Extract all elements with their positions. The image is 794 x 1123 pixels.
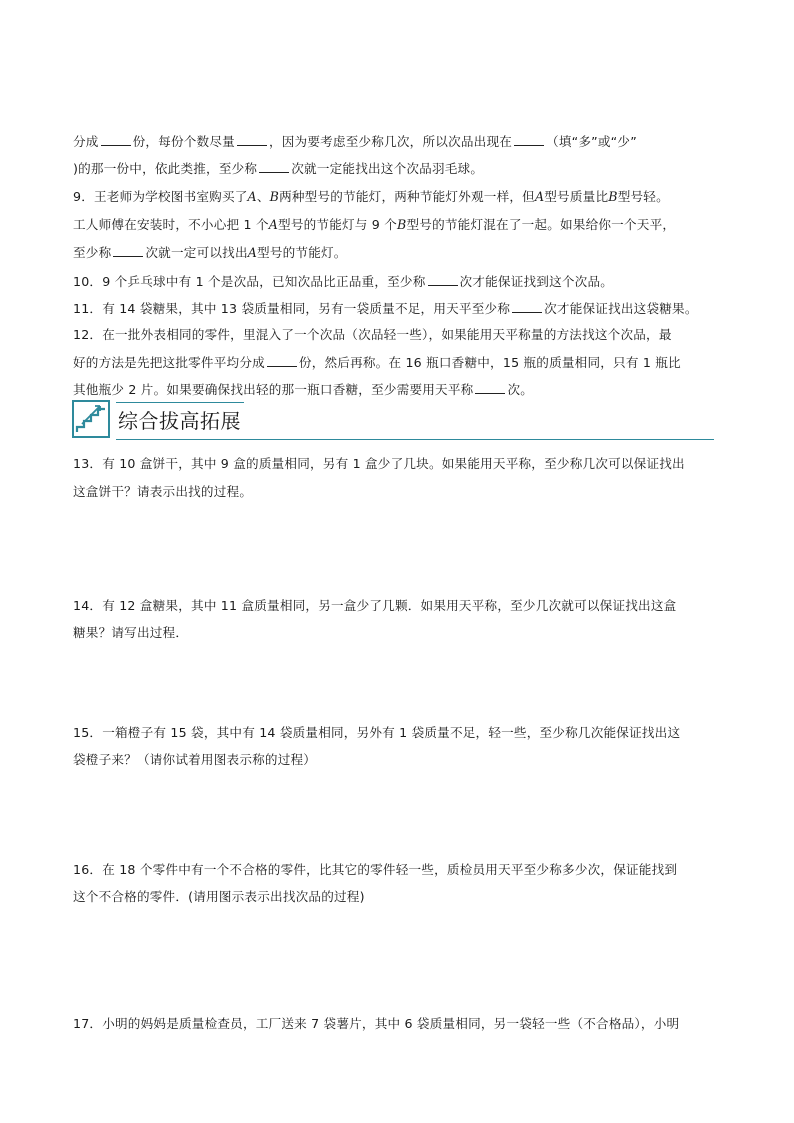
q8-line-1	[73, 133, 733, 150]
q9-text: 型号的节能灯混在了一起。如果给你一个天平，	[406, 217, 676, 232]
header-top-rule	[116, 402, 244, 403]
stairs-icon	[72, 400, 110, 438]
q15-line-2: 袋橙子来？（请你试着用图表示称的过程）	[73, 752, 317, 767]
q16-line-2: 这个不合格的零件．(请用图示表示出找次品的过程)	[73, 889, 365, 904]
var-b: B	[608, 189, 618, 204]
answer-blank[interactable]	[514, 133, 544, 146]
q12-text: 12．在一批外表相同的零件，里混入了一个次品（次品轻一些），如果能用天平称量的方法找这个次品，最	[73, 327, 672, 342]
q11-text: 11．有 14 袋糖果，其中 13 袋质量相同，另有一袋质量不足，用天平至少称	[73, 301, 511, 316]
q10-text: 次才能保证找到这个次品。	[459, 274, 614, 289]
q15-line-1: 15．一箱橙子有 15 袋，其中有 14 袋质量相同，另外有 1 袋质量不足，轻一些，至少称几次能保证找出这	[73, 725, 681, 740]
q9-text: 型号的节能灯与 9 个	[278, 217, 398, 232]
q14-line-1: 14．有 12 盒糖果，其中 11 盒质量相同，另一盒少了几颗．如果用天平称，至少几次就可以保证找出这盒	[73, 598, 677, 613]
section-title: 综合拔高拓展	[118, 409, 241, 433]
q12-line-1	[73, 327, 733, 343]
answer-blank[interactable]	[428, 273, 458, 286]
q9-line-1	[73, 189, 733, 205]
q14-line-2: 糖果？请写出过程．	[73, 625, 189, 640]
answer-blank[interactable]	[267, 354, 297, 367]
answer-blank[interactable]	[512, 300, 542, 313]
q9-line-2	[73, 217, 733, 233]
q8-text: （填“多”或“少”	[546, 134, 637, 149]
var-a: A	[534, 189, 545, 204]
q9-text: 工人师傅在安装时，不小心把 1 个	[73, 217, 269, 232]
answer-blank[interactable]	[101, 133, 131, 146]
q9-text: 9．王老师为学校图书室购买了	[73, 189, 248, 204]
q8-text: ，因为要考虑至少称几次，所以次品出现在	[268, 134, 513, 149]
q8-text: 次就一定能找出这个次品羽毛球。	[291, 161, 484, 176]
q9-text: 型号质量比	[544, 189, 609, 204]
q8-text: 份，每份个数尽量	[132, 134, 235, 149]
q12-text: 其他瓶少 2 片。如果要确保找出轻的那一瓶口香糖，至少需要用天平称	[73, 382, 474, 397]
q12-text: 好的方法是先把这批零件平均分成	[73, 355, 265, 370]
section-header	[72, 398, 714, 442]
q10-text: 10．9 个乒乓球中有 1 个是次品，已知次品比正品重，至少称	[73, 274, 426, 289]
q12-line-3	[73, 381, 733, 398]
q17-line-1: 17．小明的妈妈是质量检查员，工厂送来 7 袋薯片，其中 6 袋质量相同，另一袋轻一些（不合格品），小明	[73, 1016, 680, 1031]
q12-text: 次。	[507, 382, 534, 397]
answer-blank[interactable]	[259, 160, 289, 173]
q10-line	[73, 273, 733, 290]
q11-line	[73, 300, 733, 317]
var-a: A	[247, 245, 258, 260]
answer-blank[interactable]	[237, 133, 267, 146]
q12-line-2	[73, 354, 733, 371]
q9-text: 、	[256, 189, 270, 204]
q12-text: 份，然后再称。在 16 瓶口香糖中，15 瓶的质量相同，只有 1 瓶比	[298, 355, 681, 370]
q9-text: 次就一定可以找出	[145, 245, 248, 260]
q16-line-1: 16．在 18 个零件中有一个不合格的零件，比其它的零件轻一些，质检员用天平至少称多少次，保证能找到	[73, 862, 678, 877]
var-a: A	[247, 189, 257, 204]
q11-text: 次才能保证找出这袋糖果。	[544, 301, 698, 316]
var-a: A	[268, 217, 279, 232]
q9-text: 型号的节能灯。	[257, 245, 347, 260]
answer-blank[interactable]	[475, 381, 505, 394]
header-bottom-rule	[116, 439, 714, 440]
q8-text: 分成	[73, 134, 99, 149]
q9-text: 型号轻。	[617, 189, 669, 204]
q13-line-2: 这盒饼干？请表示出找的过程。	[73, 484, 253, 499]
q9-text: 至少称	[73, 245, 112, 260]
q8-line-2	[73, 160, 733, 177]
var-b: B	[397, 217, 407, 232]
q9-text: 两种型号的节能灯，两种节能灯外观一样，但	[279, 189, 535, 204]
q9-line-3	[73, 244, 733, 261]
q8-text: )的那一份中，依此类推，至少称	[73, 161, 258, 176]
q13-line-1: 13．有 10 盒饼干，其中 9 盒的质量相同，另有 1 盒少了几块。如果能用天平称，至少称几次可以保证找出	[73, 456, 685, 471]
var-b: B	[269, 189, 280, 204]
answer-blank[interactable]	[113, 244, 143, 257]
